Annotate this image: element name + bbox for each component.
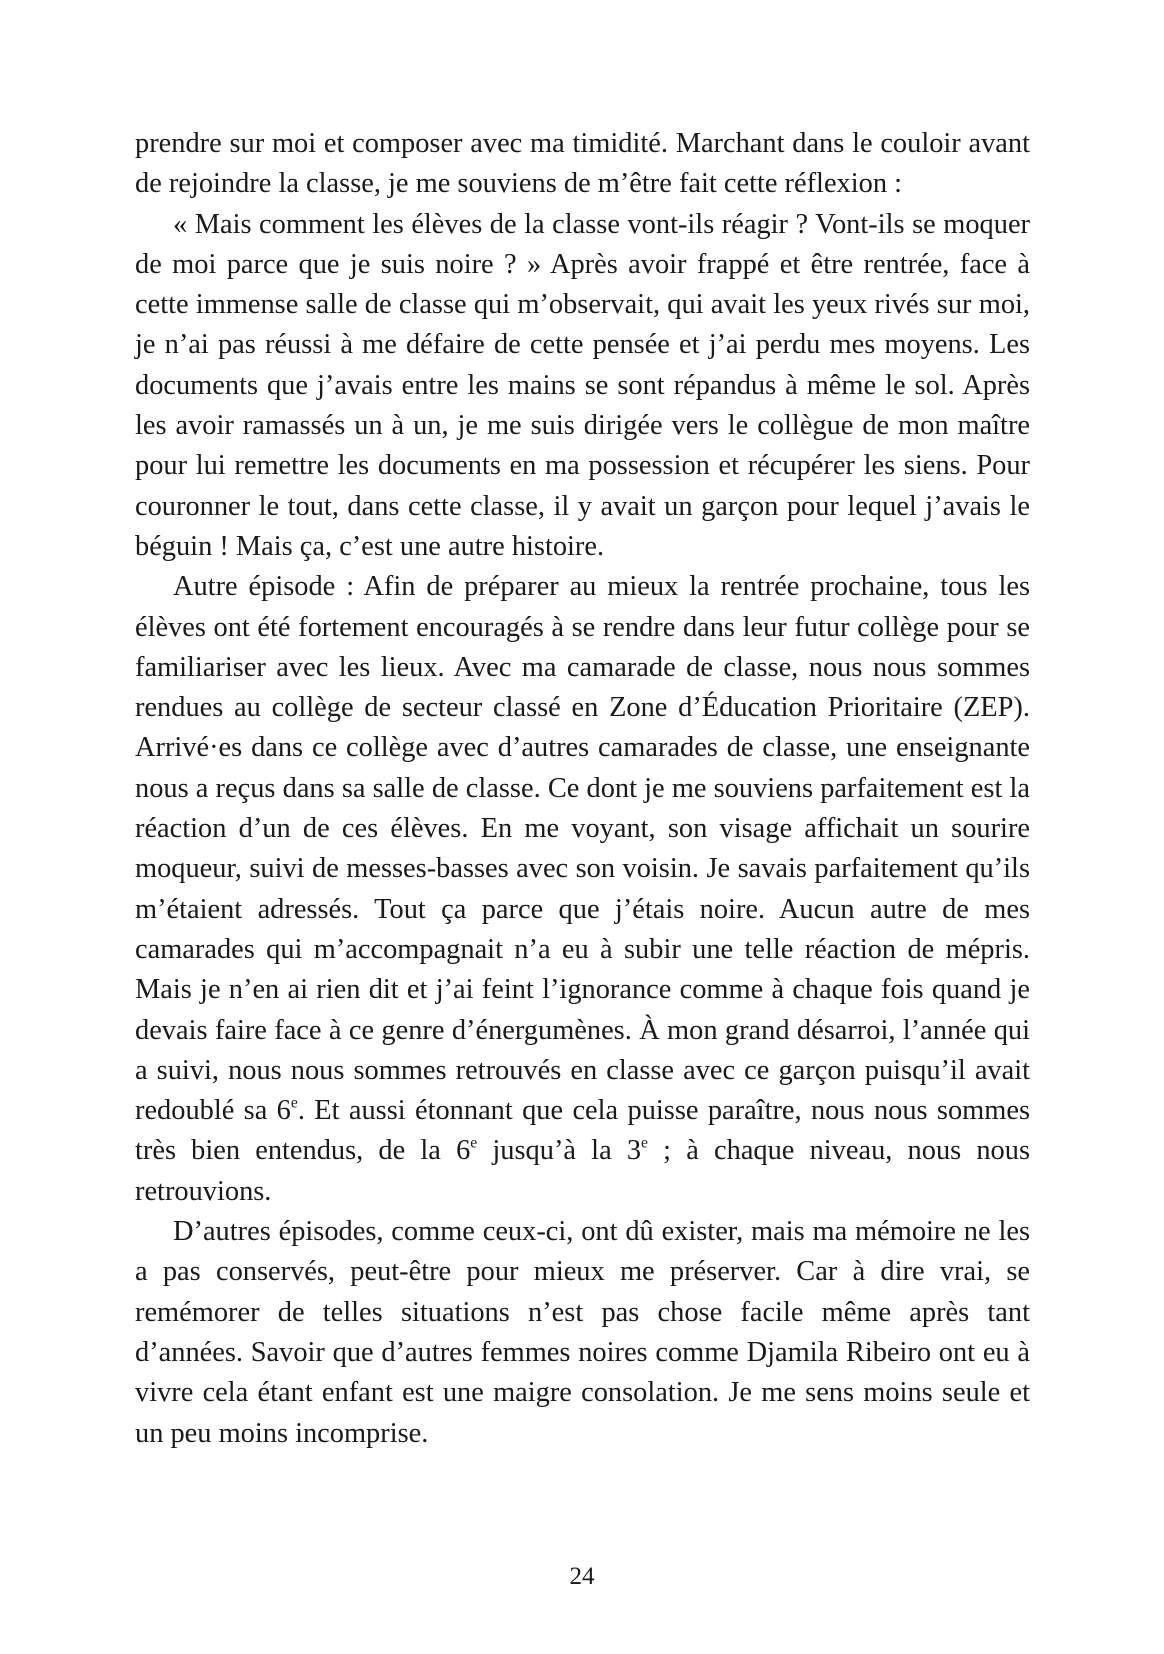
- page-body: [135, 124, 1030, 1454]
- paragraph-4: D’autres épisodes, comme ceux-ci, ont dû exister, mais ma mémoire ne les a pas conservés, peut-être pour mieux me préserver. Car à dire vrai, se remémorer de telles situations n’est pas chose facile même après tant d’années. Savoir que d’autres femmes noires comme Djamila Ribeiro ont eu à vivre cela étant enfant est une maigre consolation. Je me sens moins seule et un peu moins incomprise.: [135, 1216, 1030, 1449]
- paragraph-3-text: jusqu’à la 3: [477, 1135, 642, 1167]
- paragraph-1: prendre sur moi et composer avec ma timidité. Marchant dans le couloir avant de rejoindre la classe, je me souviens de m’être fait cette réflexion :: [135, 128, 1030, 200]
- ordinal-superscript: e: [641, 1134, 648, 1152]
- paragraph-3-text: Autre épisode : Afin de préparer au mieux la rentrée prochaine, tous les élèves ont été fortement encouragés à se rendre dans leur futur collège pour se familiariser avec les lieux. Avec ma camarade de classe, nous nous sommes rendues au collège de secteur classé en Zone d’Éducation Prioritaire (ZEP). Arrivé·es dans ce collège avec d’autres camarades de classe, une enseignante nous a reçus dans sa salle de classe. Ce dont je me souviens parfaitement est la réaction d’un de ces élèves. En me voyant, son visage affichait un sourire moqueur, suivi de messes-basses avec son voisin. Je savais parfaitement qu’ils m’étaient adressés. Tout ça parce que j’étais noire. Aucun autre de mes camarades qui m’accompagnait n’a eu à subir une telle réaction de mépris. Mais je n’en ai rien dit et j’ai feint l’ignorance comme à chaque fois quand je devais faire face à ce genre d’énergumènes. À mon grand désarroi, l’année qui a suivi, nous nous sommes retrouvés en classe avec ce garçon puisqu’il avait redoublé sa 6: [135, 571, 1030, 1127]
- paragraph-2: « Mais comment les élèves de la classe vont-ils réagir ? Vont-ils se moquer de moi parce que je suis noire ? » Après avoir frappé et être rentrée, face à cette immense salle de classe qui m’observait, qui avait les yeux rivés sur moi, je n’ai pas réussi à me défaire de cette pensée et j’ai perdu mes moyens. Les documents que j’avais entre les mains se sont répandus à même le sol. Après les avoir ramassés un à un, je me suis dirigée vers le collègue de mon maître pour lui remettre les documents en ma possession et récupérer les siens. Pour couronner le tout, dans cette classe, il y avait un garçon pour lequel j’avais le béguin ! Mais ça, c’est une autre histoire.: [135, 208, 1030, 562]
- ordinal-superscript: e: [290, 1094, 298, 1112]
- page-number: 24: [569, 1563, 595, 1590]
- paragraph-3-text: ; à chaque niveau, nous nous retrouvions.: [135, 1135, 1031, 1207]
- paragraph-3-text: . Et aussi étonnant que cela puisse paraître, nous nous sommes très bien entendus, de la 6: [135, 1095, 1030, 1167]
- ordinal-superscript: e: [470, 1134, 478, 1152]
- paragraph-3: [135, 567, 1030, 1212]
